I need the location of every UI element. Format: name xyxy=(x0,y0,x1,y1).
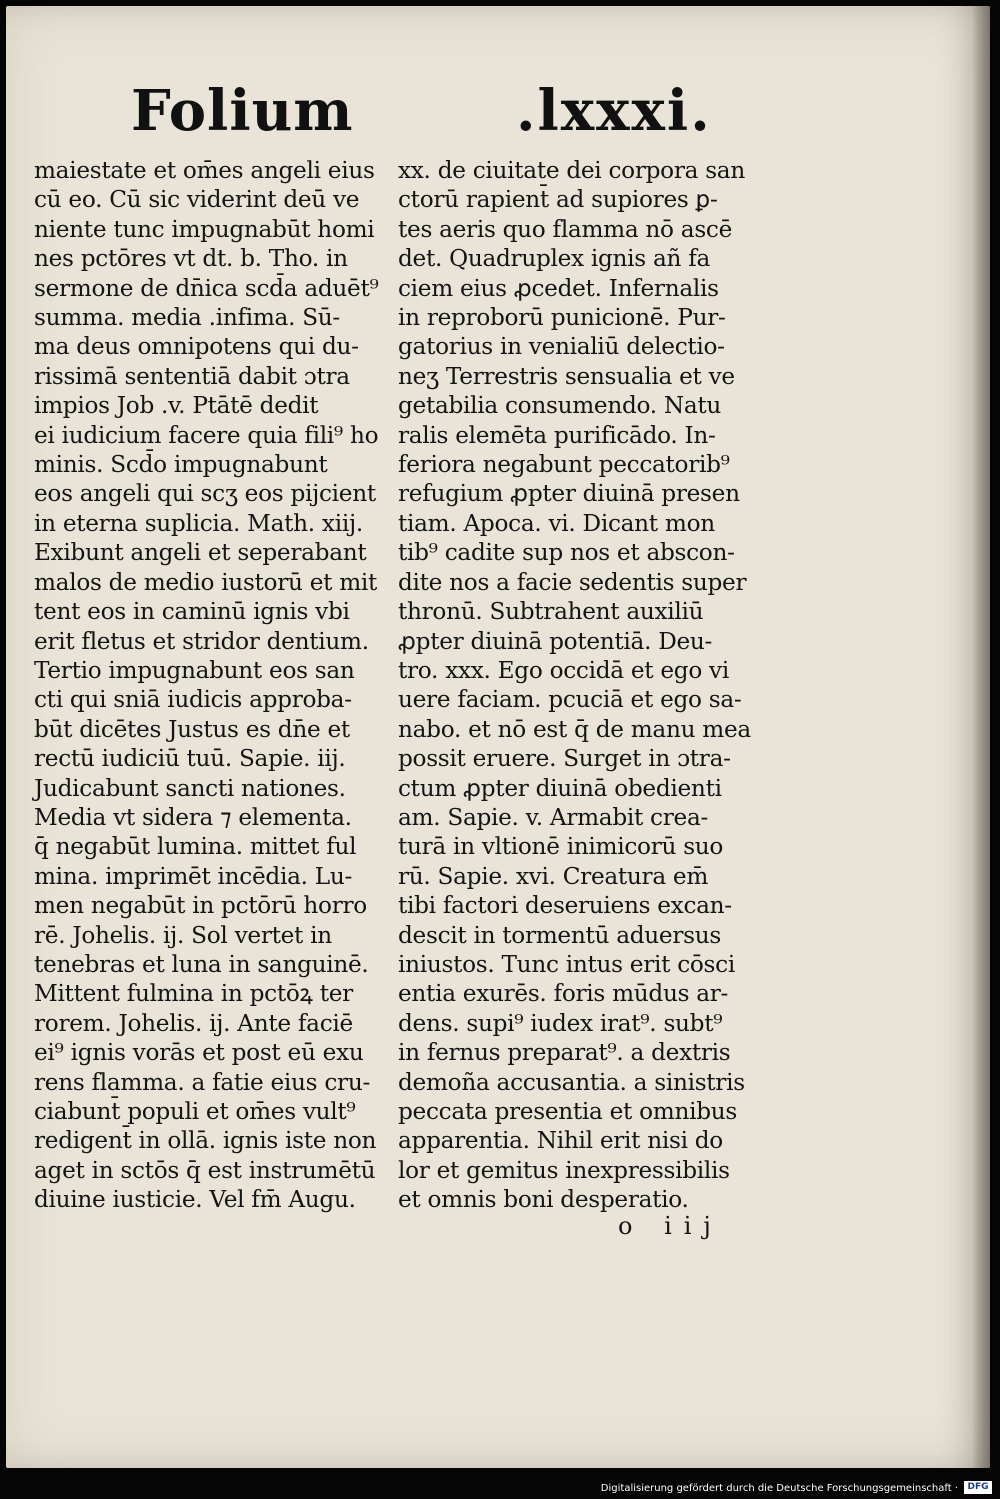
text-line: Media vt sidera ⁊ elementa. xyxy=(34,803,352,831)
text-line: ctum ꝓpter diuinā obedienti xyxy=(398,774,722,802)
text-line: Exibunt angeli et seperabant xyxy=(34,539,367,567)
text-line: impios Job .v. Ptātē dedit xyxy=(34,392,319,420)
text-line: possit eruere. Surget in ɔtra- xyxy=(398,745,731,773)
text-line: minis. Scd̄o impugnabunt xyxy=(34,451,328,479)
header-folium: Folium xyxy=(131,78,354,144)
text-line: Mittent fulmina in pctōꝝ ter xyxy=(34,980,353,1008)
text-line: ma deus omnipotens qui du- xyxy=(34,333,359,361)
text-line: men negabūt in pctōrū horro xyxy=(34,892,367,920)
running-header xyxy=(131,78,712,148)
text-line: ꝓpter diuinā potentiā. Deu- xyxy=(398,627,713,655)
text-line: rectū iudiciū tuū. Sapie. iij. xyxy=(34,745,346,773)
text-column-left xyxy=(34,156,394,1215)
text-line: dite nos a facie sedentis super xyxy=(398,568,747,596)
text-line: in fernus preparat⁹. a dextris xyxy=(398,1039,731,1067)
text-line: gatorius in venialiū delectio- xyxy=(398,333,725,361)
text-line: redigent̄ in ollā. ignis iste non xyxy=(34,1127,377,1155)
text-line: am. Sapie. v. Armabit crea- xyxy=(398,803,709,831)
text-line: xx. de ciuitate dei corpora san xyxy=(398,157,745,184)
text-line: sermone de dn̄ica scd̄a aduēt⁹ xyxy=(34,274,379,302)
text-line: Tertio impugnabunt eos san xyxy=(34,656,355,684)
header-folio-number: .lxxxi. xyxy=(516,78,712,144)
text-line: turā in vltionē inimicorū suo xyxy=(398,833,724,861)
text-line: rens flamma. a fatie eius cru- xyxy=(34,1068,370,1096)
text-line: tent eos in caminū ignis vbi xyxy=(34,598,350,626)
text-line: rē. Johelis. ij. Sol vertet in xyxy=(34,921,332,949)
text-line: descit in tormentū aduersus xyxy=(398,921,721,949)
text-line: apparentia. Nihil erit nisi do xyxy=(398,1127,723,1155)
text-line: nes pctōres vt dt. b. Tho. in xyxy=(34,245,348,273)
text-line: ralis elemēta purificādo. In- xyxy=(398,421,716,449)
text-line: demoña accusantia. a sinistris xyxy=(398,1068,745,1096)
text-line: Judicabunt sancti nationes. xyxy=(34,774,346,802)
text-line: entia exurēs. foris mūdus ar- xyxy=(398,980,729,1008)
text-line: eos angeli qui scʒ eos pijcient xyxy=(34,480,376,508)
text-line: rissimā sententiā dabit ɔtra xyxy=(34,362,350,390)
text-line: in eterna suplicia. Math. xiij. xyxy=(34,509,363,537)
text-line: uere faciam. pcuciā et ego sa- xyxy=(398,686,742,714)
text-line: tenebras et luna in sanguinē. xyxy=(34,950,369,978)
text-line: niente tunc impugnabūt homi xyxy=(34,215,375,243)
text-line: cū eo. Cū sic viderint deū ve xyxy=(34,186,360,214)
text-line: mina. imprimēt incēdia. Lu- xyxy=(34,862,352,890)
page-edge-shadow xyxy=(972,6,990,1468)
text-line: neʒ Terrestris sensualia et ve xyxy=(398,362,735,390)
text-line: rorem. Johelis. ij. Ante faciē xyxy=(34,1009,353,1037)
dfg-logo: DFG xyxy=(964,1481,992,1494)
text-line: ciem eius ꝓcedet. Infernalis xyxy=(398,274,719,302)
text-line: feriora negabunt peccatorib⁹ xyxy=(398,451,730,479)
text-line: getabilia consumendo. Natu xyxy=(398,392,722,420)
text-line: diuine iusticie. Vel fm̄ Augu. xyxy=(34,1186,356,1214)
text-line: cti qui sniā iudicis approba- xyxy=(34,686,352,714)
text-line: nabo. et nō est q̄ de manu mea xyxy=(398,715,751,743)
text-line: rū. Sapie. xvi. Creatura em̄ xyxy=(398,862,709,890)
text-line: būt dicētes Justus es dn̄e et xyxy=(34,715,350,743)
text-line: refugium ꝓpter diuinā presen xyxy=(398,480,740,508)
text-line: dens. supi⁹ iudex irat⁹. subt⁹ xyxy=(398,1009,723,1037)
text-line: lor et gemitus inexpressibilis xyxy=(398,1156,730,1184)
text-line: det. Quadruplex ignis añ fa xyxy=(398,245,710,273)
text-line: tiam. Apoca. vi. Dicant mon xyxy=(398,509,715,537)
footer-bar xyxy=(0,1477,1000,1499)
text-line: ei⁹ ignis vorās et post eū exu xyxy=(34,1039,364,1067)
text-line: peccata presentia et omnibus xyxy=(398,1098,737,1125)
text-line: aget in sctōs q̄ est instrumētū xyxy=(34,1156,376,1184)
text-line: summa. media .infima. Sū- xyxy=(34,304,340,332)
text-line: et omnis boni desperatio. xyxy=(398,1186,689,1214)
text-line: tib⁹ cadite sup nos et abscon- xyxy=(398,539,735,567)
text-line: thronū. Subtrahent auxiliū xyxy=(398,598,704,626)
funding-credit: Digitalisierung gefördert durch die Deutsche Forschungsgemeinschaft · xyxy=(600,1483,958,1494)
text-line: erit fletus et stridor dentium. xyxy=(34,627,369,655)
text-line: ei iudicium facere quia fili⁹ ho xyxy=(34,421,379,449)
text-line: maiestate et om̄es angeli eius xyxy=(34,157,375,184)
text-line: ciabunt̄ populi et om̄es vult⁹ xyxy=(34,1098,356,1125)
text-line: tes aeris quo flamma nō ascē xyxy=(398,215,733,243)
text-line: iniustos. Tunc intus erit cōsci xyxy=(398,950,735,978)
text-line: ctorū rapient̄ ad supiores ꝑ- xyxy=(398,186,718,214)
text-line: in reproborū punicionē. Pur- xyxy=(398,304,726,332)
text-line: tro. xxx. Ego occidā et ego vi xyxy=(398,656,729,684)
signature-mark: o iij xyxy=(618,1212,723,1240)
text-column-right xyxy=(398,156,758,1215)
text-line: tibi factori deseruiens excan- xyxy=(398,892,732,920)
text-line: malos de medio iustorū et mit xyxy=(34,568,378,596)
text-line: q̄ negabūt lumina. mittet ful xyxy=(34,833,357,861)
book-page xyxy=(6,6,990,1468)
